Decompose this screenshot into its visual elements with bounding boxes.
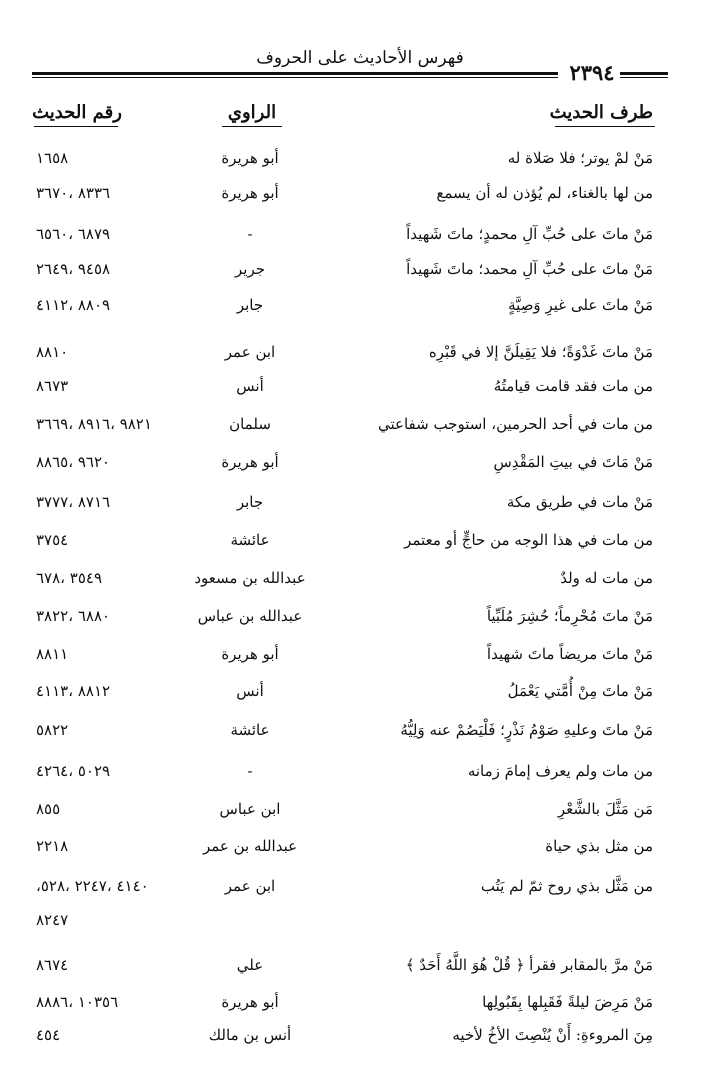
index-row <box>0 834 703 866</box>
index-row <box>0 990 703 1022</box>
index-row <box>0 490 703 522</box>
hadith-numbers: ٨٨٠٩ ،٤١١٢ <box>36 296 111 314</box>
hadith-text: من مَثَّل بذي روح ثمّ لم يَتُب <box>480 877 653 895</box>
hadith-numbers: ١٠٣٥٦ ،٨٨٨٦ <box>36 993 119 1011</box>
narrator-name: أبو هريرة <box>221 149 279 167</box>
column-header-narrator: الراوي <box>227 102 277 123</box>
narrator-name: جابر <box>236 493 264 511</box>
narrator-name: أنس بن مالك <box>208 1026 292 1044</box>
index-row <box>0 874 703 906</box>
hadith-numbers: ٣٧٥٤ <box>36 531 69 549</box>
hadith-text: مَنْ مَاتَ في بيتِ المَقْدِسِ <box>493 453 653 471</box>
index-row <box>0 257 703 289</box>
hadith-text: مَنْ ماتَ مِنْ أُمَّتي يَعْمَلُ <box>507 682 653 700</box>
hadith-numbers: ٨٣٣٦ ،٣٦٧٠ <box>36 184 111 202</box>
hadith-text: مَنْ لمْ يوتر؛ فلا صَلاة له <box>507 149 653 167</box>
narrator-name: ابن عباس <box>219 800 281 818</box>
hadith-numbers: ٨٨١٢ ،٤١١٣ <box>36 682 111 700</box>
hadith-numbers: ٦٨٧٩ ،٦٥٦٠ <box>36 225 111 243</box>
hadith-numbers: ٥٨٢٢ <box>36 721 69 739</box>
hadith-text: مَن مَثَّلَ بالشَّعْرِ <box>557 800 653 818</box>
index-row <box>0 293 703 325</box>
narrator-name: أنس <box>236 377 264 395</box>
index-row <box>0 412 703 444</box>
index-row <box>0 1023 703 1055</box>
narrator-name: أبو هريرة <box>221 184 279 202</box>
narrator-name: أبو هريرة <box>221 453 279 471</box>
hadith-numbers: ٩٤٥٨ ،٢٦٤٩ <box>36 260 111 278</box>
hadith-numbers: ٨٦٧٣ <box>36 377 69 395</box>
narrator-name: - <box>247 225 253 243</box>
hadith-text: من لها بالغناء، لم يُؤذن له أن يسمع <box>436 184 653 202</box>
narrator-name: عبدالله بن عباس <box>197 607 303 625</box>
hadith-text: من مات فقد قامت قيامتُهُ <box>493 377 653 395</box>
index-row <box>0 908 703 940</box>
column-underline-narrator <box>222 126 282 127</box>
hadith-numbers: ٨٨١٠ <box>36 343 69 361</box>
hadith-text: مَنْ مرَّ بالمقابر فقرأ ﴿ قُلْ هُوَ اللَّهُ أَحَدٌ ﴾ <box>405 956 653 974</box>
hadith-numbers: ٥٠٢٩ ،٤٢٦٤ <box>36 762 111 780</box>
narrator-name: عبدالله بن مسعود <box>194 569 306 587</box>
index-row <box>0 953 703 985</box>
hadith-text: مَنْ ماتَ مريضاً ماتَ شهيداً <box>486 645 653 663</box>
index-row <box>0 340 703 372</box>
narrator-name: أنس <box>236 682 264 700</box>
hadith-numbers: ١٦٥٨ <box>36 149 69 167</box>
hadith-text: مَنْ ماتَ وعليهِ صَوْمُ نَذْرٍ؛ فَلْيَصُمْ عنه وَلِيُّهُ <box>400 721 653 739</box>
hadith-text: مَنْ ماتَ على حُبِّ آلِ محمدٍ؛ ماتَ شَهيداً <box>406 225 653 243</box>
hadith-text: من مات له ولدٌ <box>560 569 653 587</box>
narrator-name: سلمان <box>229 415 271 433</box>
hadith-text: مِنَ المروءةِ: أَنْ يُنْصِتَ الأخُ لأخيه <box>452 1026 653 1044</box>
narrator-name: أبو هريرة <box>221 645 279 663</box>
index-row <box>0 146 703 178</box>
header-rule <box>32 72 558 78</box>
hadith-numbers: ٨٧١٦ ،٣٧٧٧ <box>36 493 111 511</box>
index-row <box>0 528 703 560</box>
narrator-name: عائشة <box>230 721 270 739</box>
hadith-numbers: ٨٨١١ <box>36 645 69 663</box>
index-row <box>0 222 703 254</box>
hadith-text: مَنْ ماتَ على حُبِّ آلِ محمد؛ ماتَ شَهيداً <box>406 260 653 278</box>
hadith-numbers: ٦٨٨٠ ،٣٨٢٢ <box>36 607 111 625</box>
index-row <box>0 679 703 711</box>
index-row <box>0 604 703 636</box>
column-underline-number <box>34 126 118 127</box>
hadith-numbers: ٣٥٤٩ ،٦٧٨ <box>36 569 103 587</box>
hadith-text: مَنْ مَرِضَ ليلةً فَقَبِلها بِقَبُولِها <box>482 993 653 1011</box>
index-row <box>0 718 703 750</box>
index-row <box>0 450 703 482</box>
running-title: فهرس الأحاديث على الحروف <box>256 48 464 68</box>
narrator-name: ابن عمر <box>224 877 276 895</box>
hadith-text: مَنْ ماتَ على غيرِ وَصِيَّةٍ <box>508 296 653 314</box>
narrator-name: عائشة <box>230 531 270 549</box>
hadith-text: من مات ولم يعرف إمامَ زمانه <box>467 762 653 780</box>
column-underline-hadith <box>555 126 655 127</box>
hadith-numbers: ٤١٤٠ ،٢٢٤٧ ،٥٢٨، <box>36 877 149 895</box>
hadith-text: من مات في هذا الوجه من حاجٍّ أو معتمر <box>404 531 653 549</box>
hadith-numbers: ٤٥٤ <box>36 1026 61 1044</box>
hadith-text: من مثل بذي حياة <box>545 837 653 855</box>
hadith-text: مَنْ ماتَ غَدْوَةً؛ فلا يَقِيلَنَّ إلا في قَبْرِه <box>428 343 653 361</box>
hadith-text: مَنْ ماتَ مُحْرِماً؛ حُشِرَ مُلَبِّياً <box>486 607 653 625</box>
index-row <box>0 642 703 674</box>
header-rule-short <box>620 72 668 78</box>
hadith-numbers: ٩٦٢٠ ،٨٨٦٥ <box>36 453 111 471</box>
hadith-numbers: ٢٢١٨ <box>36 837 69 855</box>
page-number: ٢٣٩٤ <box>569 60 615 85</box>
column-header-hadith: طرف الحديث <box>549 102 653 123</box>
hadith-text: مَنْ مات في طريق مكة <box>506 493 653 511</box>
index-row <box>0 181 703 213</box>
narrator-name: أبو هريرة <box>221 993 279 1011</box>
narrator-name: عبدالله بن عمر <box>202 837 298 855</box>
index-row <box>0 566 703 598</box>
index-row <box>0 374 703 406</box>
narrator-name: جرير <box>235 260 265 278</box>
index-row <box>0 797 703 829</box>
narrator-name: ابن عمر <box>224 343 276 361</box>
hadith-numbers: ٨٥٥ <box>36 800 61 818</box>
hadith-numbers: ٨٢٤٧ <box>36 911 69 929</box>
hadith-text: من مات في أحد الحرمين، استوجب شفاعتي <box>377 415 653 433</box>
narrator-name: علي <box>236 956 264 974</box>
hadith-numbers: ٩٨٢١ ،٨٩١٦ ،٣٦٦٩ <box>36 415 152 433</box>
narrator-name: جابر <box>236 296 264 314</box>
index-row <box>0 759 703 791</box>
hadith-numbers: ٨٦٧٤ <box>36 956 69 974</box>
column-header-number: رقم الحديث <box>32 102 122 123</box>
narrator-name: - <box>247 762 253 780</box>
